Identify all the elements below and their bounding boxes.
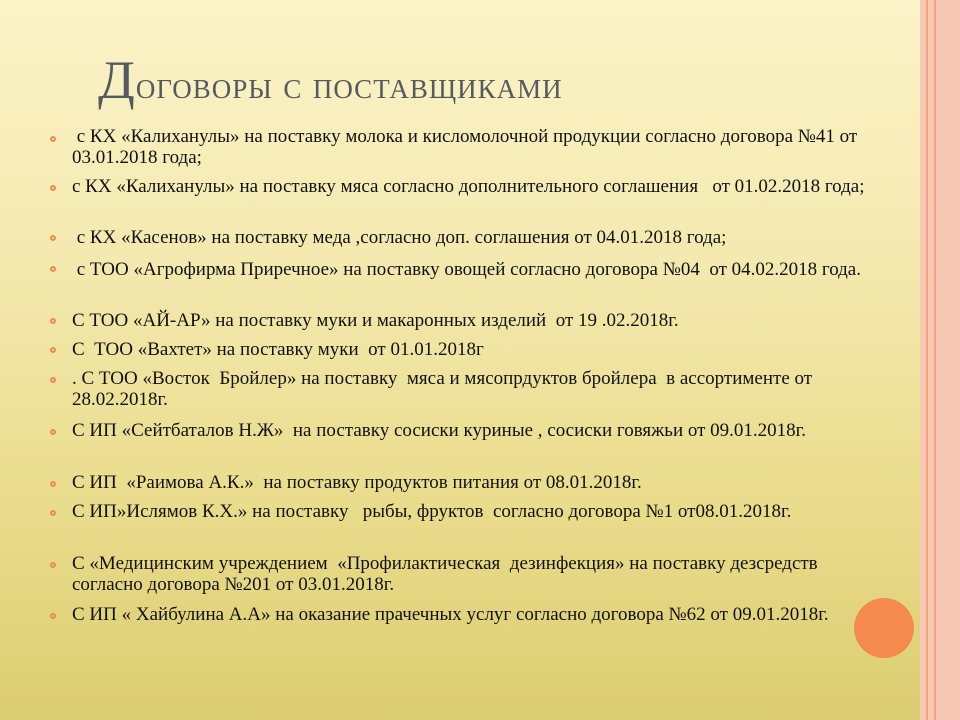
circle-outline-bullet-icon [50,266,56,272]
list-item: с ТОО «Агрофирма Приречное» на поставку овощей согласно договора №04 от 04.02.2018 года. [72,259,861,280]
circle-outline-bullet-icon [50,429,56,435]
list-item: с КХ «Калиханулы» на поставку мяса согласно дополнительного соглашения от 01.02.2018 года; [72,176,865,197]
circle-outline-bullet-icon [50,562,56,568]
circle-outline-bullet-icon [50,136,56,142]
band-stripe [934,0,936,720]
circle-outline-bullet-icon [50,318,56,324]
circle-outline-bullet-icon [50,377,56,383]
decorative-orange-circle [854,598,914,658]
right-decorative-band [920,0,960,720]
list-item: С ИП «Раимова А.К.» на поставку продуктов питания от 08.01.2018г. [72,472,642,493]
circle-outline-bullet-icon [50,235,56,241]
list-item: с КХ «Калиханулы» на поставку молока и кисломолочной продукции согласно договора №41 от 03.01.2018 года; [72,126,867,168]
circle-outline-bullet-icon [50,613,56,619]
list-item: . С ТОО «Восток Бройлер» на поставку мяса и мясопрдуктов бройлера в ассортименте от 28.02.2018г. [72,368,817,410]
circle-outline-bullet-icon [50,185,56,191]
list-item: с КХ «Касенов» на поставку меда ,согласно доп. соглашения от 04.01.2018 года; [72,227,727,248]
circle-outline-bullet-icon [50,481,56,487]
circle-outline-bullet-icon [50,510,56,516]
slide-title: Договоры с поставщиками [98,50,563,110]
list-item: С ТОО «Вахтет» на поставку муки от 01.01.2018г [72,339,484,360]
list-item: С «Медицинским учреждением «Профилактическая дезинфекция» на поставку дезсредств согласно договора №201 от 03.01.2018г. [72,553,823,595]
list-item: С ИП «Сейтбаталов Н.Ж» на поставку сосиски куриные , сосиски говяжьи от 09.01.2018г. [72,420,807,441]
list-item: С ИП « Хайбулина А.А» на оказание прачечных услуг согласно договора №62 от 09.01.2018г. [72,604,829,625]
band-stripe [926,0,928,720]
list-item: С ТОО «АЙ-АР» на поставку муки и макаронных изделий от 19 .02.2018г. [72,310,679,331]
list-item: С ИП»Ислямов К.Х.» на поставку рыбы, фруктов согласно договора №1 от08.01.2018г. [72,501,792,522]
circle-outline-bullet-icon [50,347,56,353]
